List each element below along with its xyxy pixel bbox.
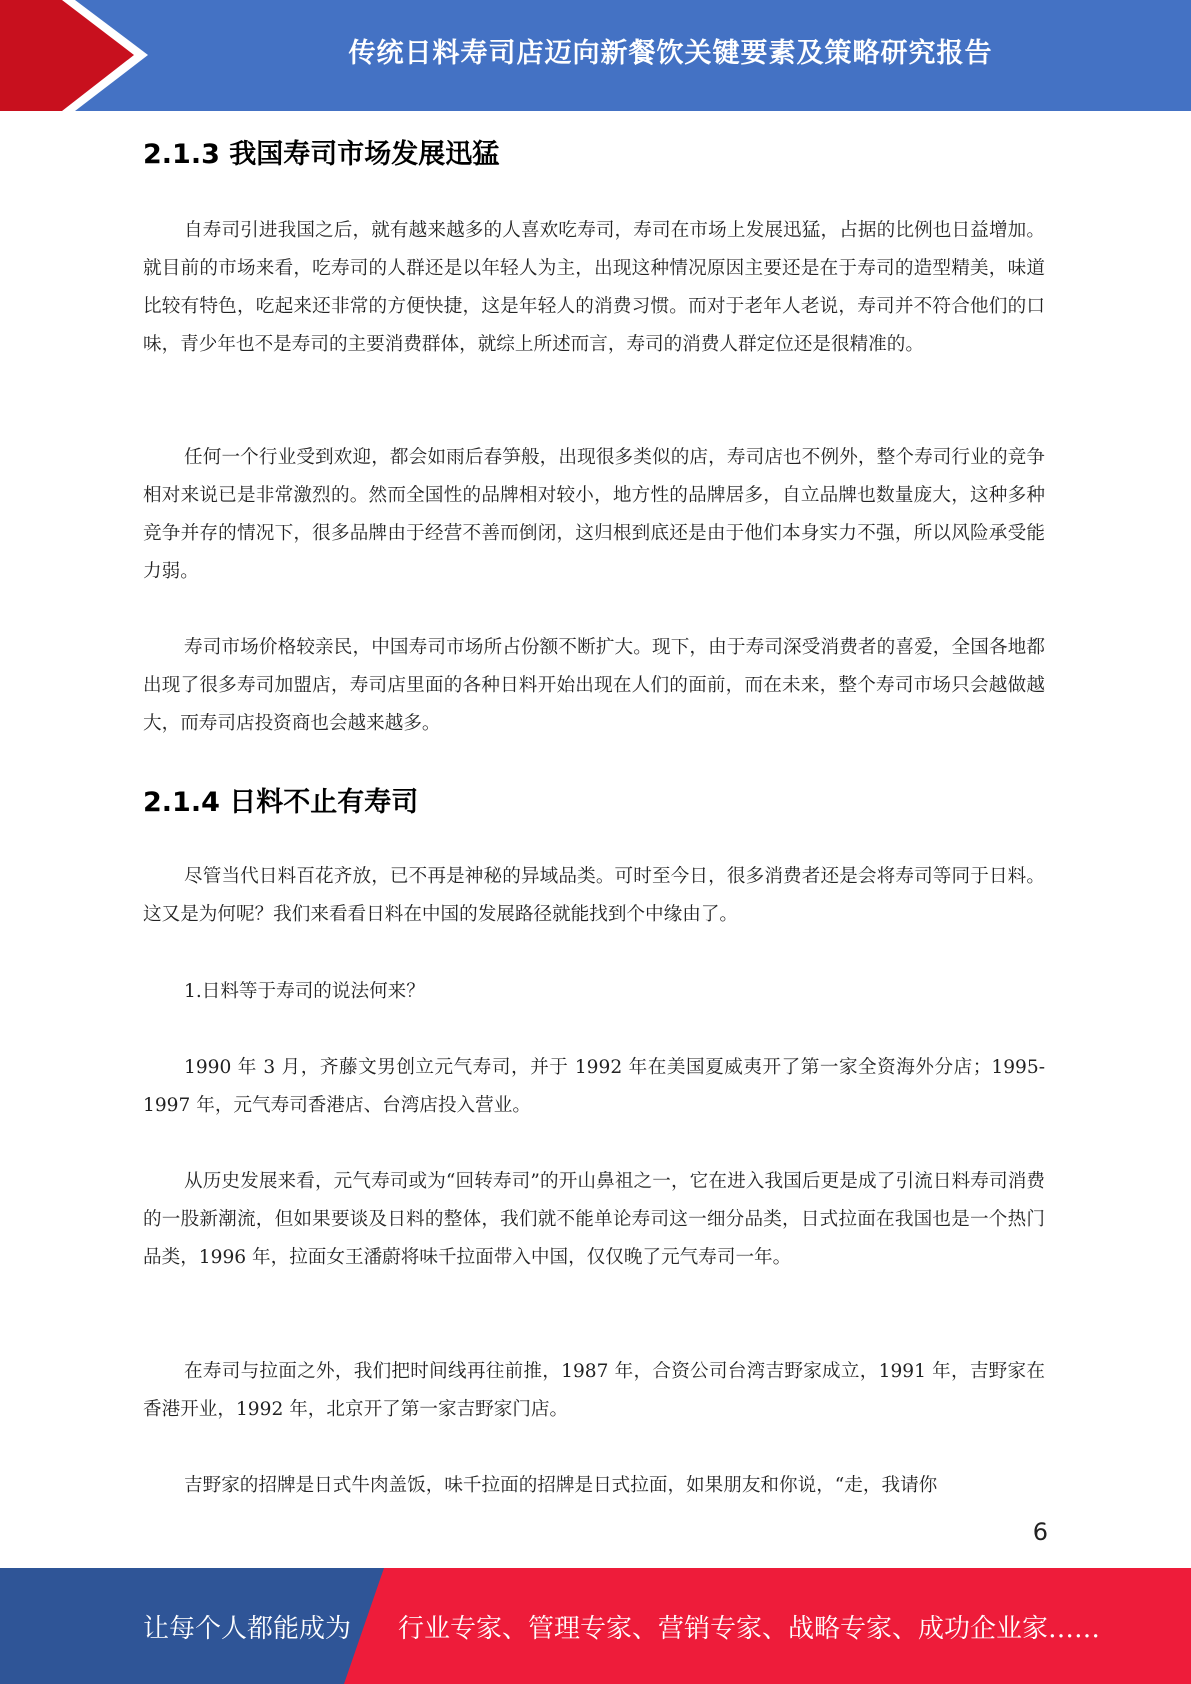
section-heading-2-1-4: 2.1.4 日料不止有寿司 bbox=[143, 787, 419, 818]
page-header bbox=[0, 0, 1191, 111]
footer-slogan-right: 行业专家、管理专家、营销专家、战略专家、成功企业家…… bbox=[398, 1613, 1101, 1644]
paragraph: 尽管当代日料百花齐放，已不再是神秘的异域品类。可时至今日，很多消费者还是会将寿司等同于日料。这又是为何呢？我们来看看日料在中国的发展路径就能找到个中缘由了。 bbox=[143, 866, 1045, 925]
section-heading-2-1-3: 2.1.3 我国寿司市场发展迅猛 bbox=[143, 139, 500, 170]
subheading-list-item: 1.日料等于寿司的说法何来？ bbox=[184, 981, 425, 1002]
paragraph: 任何一个行业受到欢迎，都会如雨后春笋般，出现很多类似的店，寿司店也不例外，整个寿司行业的竞争相对来说已是非常激烈的。然而全国性的品牌相对较小，地方性的品牌居多，自立品牌也数量庞大，这种多种竞争并存的情况下，很多品牌由于经营不善而倒闭，这归根到底还是由于他们本身实力不强，所以风险承受能力弱。 bbox=[143, 447, 1045, 582]
page-footer bbox=[0, 1568, 1191, 1684]
paragraph: 从历史发展来看，元气寿司或为“回转寿司”的开山鼻祖之一，它在进入我国后更是成了引流日料寿司消费的一股新潮流，但如果要谈及日料的整体，我们就不能单论寿司这一细分品类，日式拉面在我国也是一个热门品类，1996 年，拉面女王潘蔚将味千拉面带入中国，仅仅晚了元气寿司一年。 bbox=[143, 1171, 1045, 1268]
footer-slogan-left: 让每个人都能成为 bbox=[143, 1613, 352, 1644]
paragraph: 在寿司与拉面之外，我们把时间线再往前推，1987 年，合资公司台湾吉野家成立，1991 年，吉野家在香港开业，1992 年，北京开了第一家吉野家门店。 bbox=[143, 1361, 1045, 1420]
paragraph: 寿司市场价格较亲民，中国寿司市场所占份额不断扩大。现下，由于寿司深受消费者的喜爱，全国各地都出现了很多寿司加盟店，寿司店里面的各种日料开始出现在人们的面前，而在未来，整个寿司市场只会越做越大，而寿司店投资商也会越来越多。 bbox=[143, 637, 1045, 734]
paragraph: 吉野家的招牌是日式牛肉盖饭，味千拉面的招牌是日式拉面，如果朋友和你说，“走，我请你 bbox=[184, 1475, 938, 1496]
report-title: 传统日料寿司店迈向新餐饮关键要素及策略研究报告 bbox=[348, 37, 993, 69]
paragraph: 1990 年 3 月，齐藤文男创立元气寿司，并于 1992 年在美国夏威夷开了第一家全资海外分店；1995-1997 年，元气寿司香港店、台湾店投入营业。 bbox=[143, 1057, 1045, 1116]
paragraph: 自寿司引进我国之后，就有越来越多的人喜欢吃寿司，寿司在市场上发展迅猛，占据的比例也日益增加。就目前的市场来看，吃寿司的人群还是以年轻人为主，出现这种情况原因主要还是在于寿司的造型精美，味道比较有特色，吃起来还非常的方便快捷，这是年轻人的消费习惯。而对于老年人老说，寿司并不符合他们的口味，青少年也不是寿司的主要消费群体，就综上所述而言，寿司的消费人群定位还是很精准的。 bbox=[143, 220, 1045, 355]
page-number: 6 bbox=[1032, 1518, 1048, 1546]
